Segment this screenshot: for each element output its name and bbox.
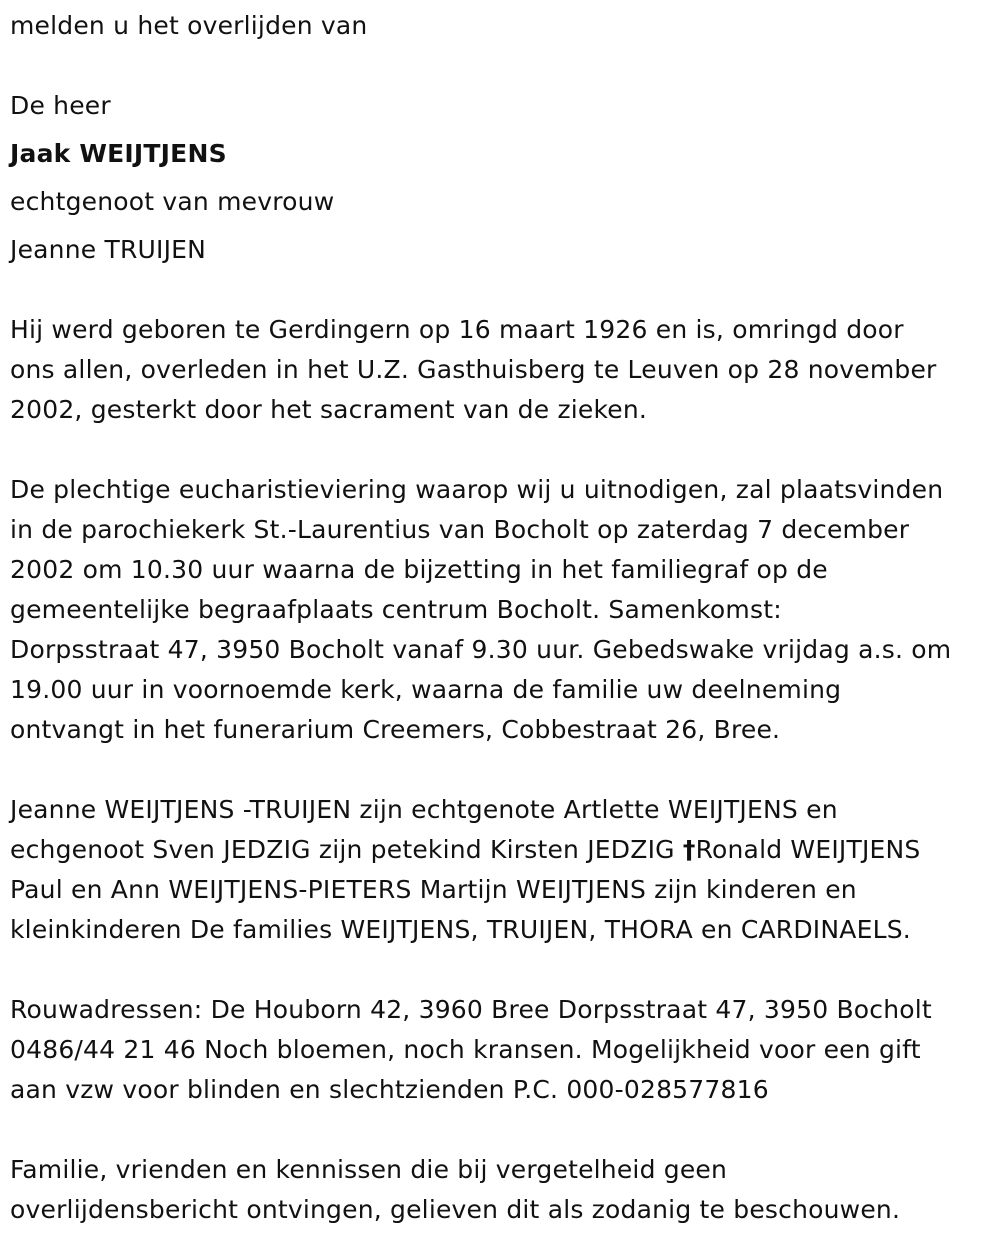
family-line2-start: echgenoot Sven JEDZIG zijn petekind Kirsten JEDZIG xyxy=(10,835,683,864)
spouse-label: echtgenoot van mevrouw xyxy=(10,187,335,216)
paragraph-line: Hij werd geboren te Gerdingern op 16 maart 1926 en is, omringd door xyxy=(10,315,904,344)
closing-paragraph xyxy=(10,1150,900,1230)
paragraph-line: 2002, gesterkt door het sacrament van de zieken. xyxy=(10,395,648,424)
paragraph-line: aan vzw voor blinden en slechtzienden P.C. 000-028577816 xyxy=(10,1075,769,1104)
paragraph-line: in de parochiekerk St.-Laurentius van Bocholt op zaterdag 7 december xyxy=(10,515,910,544)
spouse-name: Jeanne TRUIJEN xyxy=(10,235,207,264)
intro-line: melden u het overlijden van xyxy=(10,11,368,40)
paragraph-line: ontvangt in het funerarium Creemers, Cobbestraat 26, Bree. xyxy=(10,715,781,744)
paragraph-line: Familie, vrienden en kennissen die bij vergetelheid geen xyxy=(10,1155,728,1184)
family-line2-end: Ronald WEIJTJENS xyxy=(695,835,921,864)
addresses-paragraph xyxy=(10,990,932,1110)
paragraph-line: 0486/44 21 46 Noch bloemen, noch kransen. Mogelijkheid voor een gift xyxy=(10,1035,921,1064)
paragraph-line: overlijdensbericht ontvingen, gelieven dit als zodanig te beschouwen. xyxy=(10,1195,901,1224)
ceremony-paragraph xyxy=(10,470,951,750)
paragraph-line: ons allen, overleden in het U.Z. Gasthuisberg te Leuven op 28 november xyxy=(10,355,937,384)
paragraph-line: gemeentelijke begraafplaats centrum Bocholt. Samenkomst: xyxy=(10,595,782,624)
paragraph-line: 2002 om 10.30 uur waarna de bijzetting in het familiegraf op de xyxy=(10,555,828,584)
paragraph-line: Dorpsstraat 47, 3950 Bocholt vanaf 9.30 uur. Gebedswake vrijdag a.s. om xyxy=(10,635,952,664)
cross-icon: † xyxy=(682,835,696,864)
title-line: De heer xyxy=(10,91,111,120)
paragraph-line: Jeanne WEIJTJENS -TRUIJEN zijn echtgenote Artlette WEIJTJENS en xyxy=(10,795,838,824)
deceased-name: Jaak WEIJTJENS xyxy=(10,139,227,168)
paragraph-line: De plechtige eucharistieviering waarop wij u uitnodigen, zal plaatsvinden xyxy=(10,475,944,504)
birth-death-paragraph xyxy=(10,310,937,430)
paragraph-line xyxy=(10,830,921,870)
paragraph-line: 19.00 uur in voornoemde kerk, waarna de familie uw deelneming xyxy=(10,675,842,704)
paragraph-line: Paul en Ann WEIJTJENS-PIETERS Martijn WEIJTJENS zijn kinderen en xyxy=(10,875,857,904)
paragraph-line: kleinkinderen De families WEIJTJENS, TRUIJEN, THORA en CARDINAELS. xyxy=(10,915,911,944)
family-paragraph xyxy=(10,790,921,950)
paragraph-line: Rouwadressen: De Houborn 42, 3960 Bree Dorpsstraat 47, 3950 Bocholt xyxy=(10,995,932,1024)
